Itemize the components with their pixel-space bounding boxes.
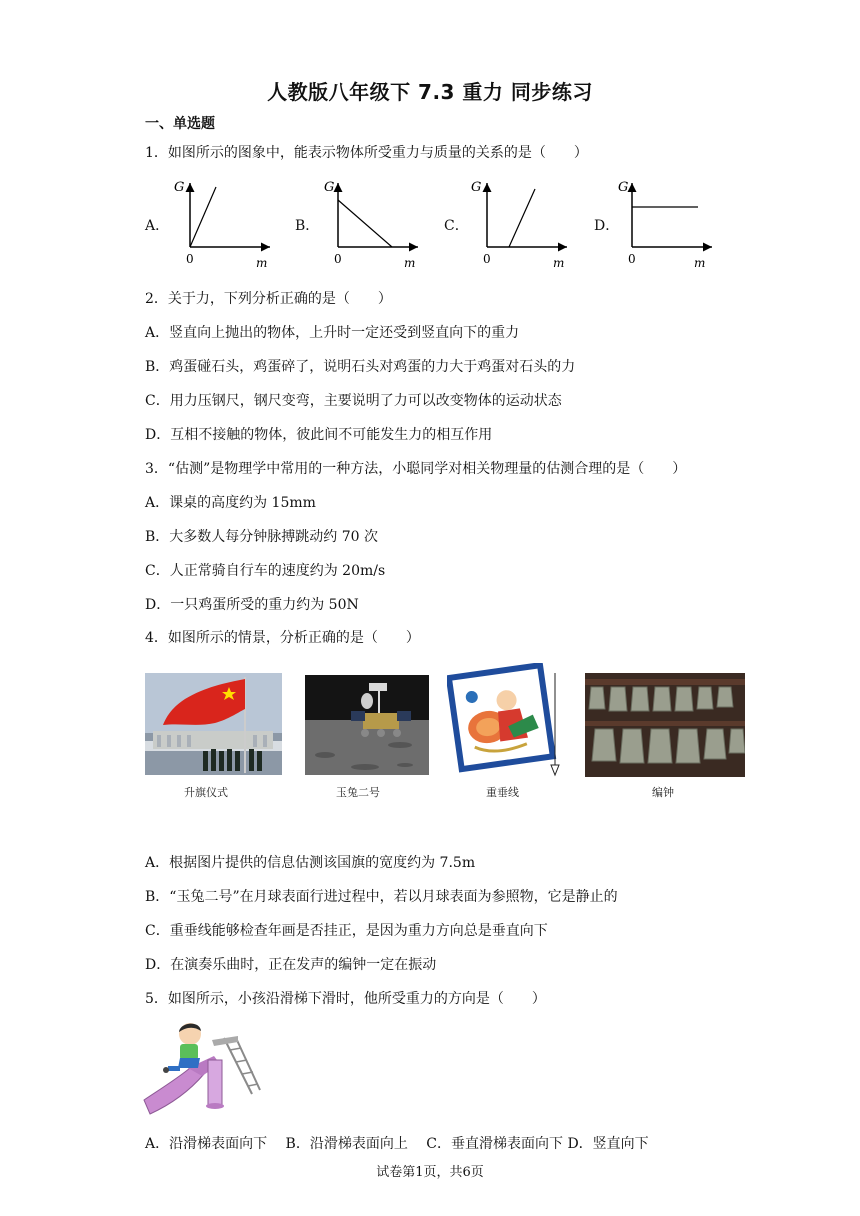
q1-option-a-label: A． (145, 218, 170, 234)
q2-option-b: B．鸡蛋碰石头，鸡蛋碎了，说明石头对鸡蛋的力大于鸡蛋对石头的力 (145, 359, 576, 375)
graph-a-origin: 0 (186, 252, 194, 266)
graph-a-line (190, 187, 216, 247)
q1-option-b-label: B． (295, 218, 320, 234)
q4-option-d: D．在演奏乐曲时，正在发声的编钟一定在振动 (145, 957, 437, 973)
section-heading: 一、单选题 (145, 116, 215, 132)
caption-chime-bells: 编钟 (652, 786, 674, 799)
q3-stem: 3．“估测”是物理学中常用的一种方法，小聪同学对相关物理量的估测合理的是（ ） (145, 461, 687, 477)
q2-option-c: C．用力压钢尺，钢尺变弯，主要说明了力可以改变物体的运动状态 (145, 393, 562, 409)
graph-c-y-label: G (471, 180, 482, 195)
caption-flag-ceremony: 升旗仪式 (184, 786, 228, 799)
q2-option-a: A．竖直向上抛出的物体，上升时一定还受到竖直向下的重力 (145, 325, 520, 341)
graph-c-origin: 0 (483, 252, 491, 266)
q5-options: A．沿滑梯表面向下 B．沿滑梯表面向上 C．垂直滑梯表面向下 D．竖直向下 (145, 1136, 649, 1152)
q1-graph-b (320, 175, 420, 270)
graph-b-line (338, 200, 392, 247)
q1-graph-c (469, 175, 569, 270)
q3-option-d: D．一只鸡蛋所受的重力约为 50N (145, 597, 359, 613)
chime-bells-image (585, 673, 745, 777)
yutu-rover-image (305, 675, 429, 775)
caption-yutu: 玉兔二号 (336, 786, 380, 799)
q3-option-c: C．人正常骑自行车的速度约为 20m/s (145, 563, 386, 579)
q4-stem: 4．如图所示的情景，分析正确的是（ ） (145, 630, 420, 646)
page-footer: 试卷第1页，共6页 (376, 1165, 484, 1180)
q1-graph-a (172, 175, 272, 270)
q1-stem: 1．如图所示的图象中，能表示物体所受重力与质量的关系的是（ ） (145, 145, 588, 161)
graph-d-y-label: G (618, 180, 629, 195)
plumb-line-image (447, 663, 565, 781)
graph-a-x-label: m (256, 256, 268, 270)
page-title: 人教版八年级下 7.3 重力 同步练习 (267, 80, 593, 104)
q5-stem: 5．如图所示，小孩沿滑梯下滑时，他所受重力的方向是（ ） (145, 991, 546, 1007)
graph-c-x-label: m (553, 256, 565, 270)
q1-option-d-label: D． (594, 218, 620, 234)
q4-option-c: C．重垂线能够检查年画是否挂正，是因为重力方向总是垂直向下 (145, 923, 548, 939)
graph-b-y-label: G (324, 180, 335, 195)
flag-ceremony-image (145, 673, 282, 775)
q3-option-a: A．课桌的高度约为 15mm (145, 495, 316, 511)
graph-c-line (509, 189, 535, 247)
slide-child-image (142, 1016, 262, 1116)
q4-option-a: A．根据图片提供的信息估测该国旗的宽度约为 7.5m (145, 855, 476, 871)
q3-option-b: B．大多数人每分钟脉搏跳动约 70 次 (145, 529, 379, 545)
graph-b-origin: 0 (334, 252, 342, 266)
caption-plumb-line: 重垂线 (486, 786, 519, 799)
graph-a-y-label: G (174, 180, 185, 195)
q1-option-c-label: C． (444, 218, 469, 234)
graph-b-x-label: m (404, 256, 416, 270)
q2-option-d: D．互相不接触的物体，彼此间不可能发生力的相互作用 (145, 427, 493, 443)
graph-d-x-label: m (694, 256, 706, 270)
q2-stem: 2．关于力，下列分析正确的是（ ） (145, 291, 392, 307)
q1-graph-d (614, 175, 714, 270)
q4-option-b: B．“玉兔二号”在月球表面行进过程中，若以月球表面为参照物，它是静止的 (145, 889, 618, 905)
graph-d-origin: 0 (628, 252, 636, 266)
